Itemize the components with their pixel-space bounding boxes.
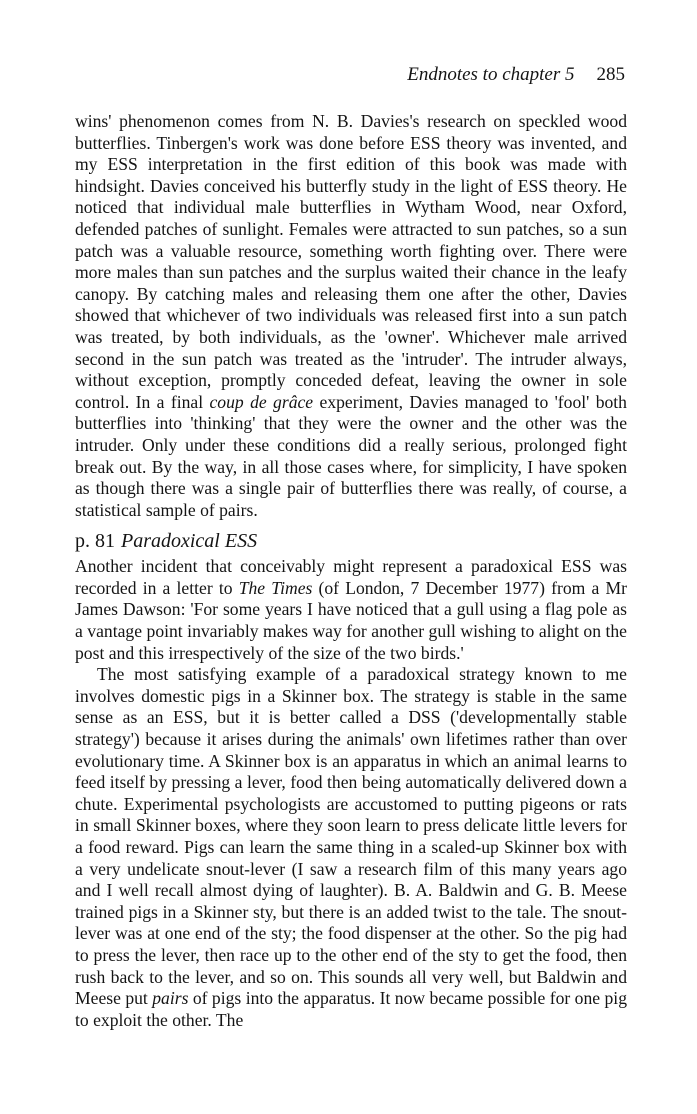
section-title: Paradoxical ESS xyxy=(121,530,258,553)
paragraph-text: Another incident that conceivably might represent a paradoxical ESS was recorded in a letter to xyxy=(75,556,627,598)
section-page-ref: p. 81 xyxy=(75,530,115,553)
italic-phrase: coup de grâce xyxy=(209,391,314,412)
paragraph-text: of pigs into the apparatus. It now became possible for one pig to exploit the other. The xyxy=(75,988,627,1030)
italic-phrase: pairs xyxy=(152,988,189,1009)
paragraph-text: experiment, Davies managed to 'fool' both butterflies into 'thinking' that they were the owner and the other was the intruder. Only under these conditions did a really serious, prolonged fight break out. By the way, in all those cases where, for simplicity, I have spoken as though there was a single pair of butterflies there was really, of course, a statistical sample of pairs. xyxy=(75,391,627,520)
running-head-title: Endnotes to chapter 5 xyxy=(407,64,575,85)
running-head xyxy=(407,64,625,86)
section-heading xyxy=(75,529,627,553)
paragraph-gull xyxy=(75,556,627,664)
page-body xyxy=(75,111,627,1031)
italic-phrase: The Times xyxy=(238,577,313,598)
paragraph-text: The most satisfying example of a paradoxical strategy known to me involves domestic pigs in a Skinner box. The strategy is stable in the same sense as an ESS, but it is better called a DSS ('developmentally stable strategy') because it arises during the animals' own lifetimes rather than over evolutionary time. A Skinner box is an apparatus in which an animal learns to feed itself by pressing a lever, food then being automatically delivered down a chute. Experimental psychologists are accustomed to putting pigeons or rats in small Skinner boxes, where they soon learn to press delicate little levers for a food reward. Pigs can learn the same thing in a scaled-up Skinner box with a very undelicate snout-lever (I saw a research film of this many years ago and I well recall almost dying of laughter). B. A. Baldwin and G. B. Meese trained pigs in a Skinner sty, but there is an added twist to the tale. The snout-lever was at one end of the sty; the food dispenser at the other. So the pig had to press the lever, then race up to the other end of the sty to get the food, then rush back to the lever, and so on. This sounds all very well, but Baldwin and Meese put xyxy=(75,664,627,1009)
page-number: 285 xyxy=(596,64,625,85)
paragraph-pigs xyxy=(75,664,627,1031)
paragraph-text: (of London, 7 December 1977) from a Mr James Dawson: 'For some years I have noticed that a gull using a flag pole as a vantage point invariably makes way for another gull wishing to alight on the post and this irrespectively of the size of the two birds.' xyxy=(75,577,627,663)
paragraph-text: wins' phenomenon comes from N. B. Davies's research on speckled wood butterflies. Tinbergen's work was done before ESS theory was invented, and my ESS interpretation in the first edition of this book was made with hindsight. Davies conceived his butterfly study in the light of ESS theory. He noticed that individual male butterflies in Wytham Wood, near Oxford, defended patches of sunlight. Females were attracted to sun patches, so a sun patch was a valuable resource, something worth fighting over. There were more males than sun patches and the surplus waited their chance in the leafy canopy. By catching males and releasing them one after the other, Davies showed that whichever of two individuals was released first into a sun patch was treated, by both individuals, as the 'owner'. Whichever male arrived second in the sun patch was treated as the 'intruder'. The intruder always, without exception, promptly conceded defeat, leaving the owner in sole control. In a final xyxy=(75,111,627,412)
paragraph-butterflies xyxy=(75,111,627,521)
